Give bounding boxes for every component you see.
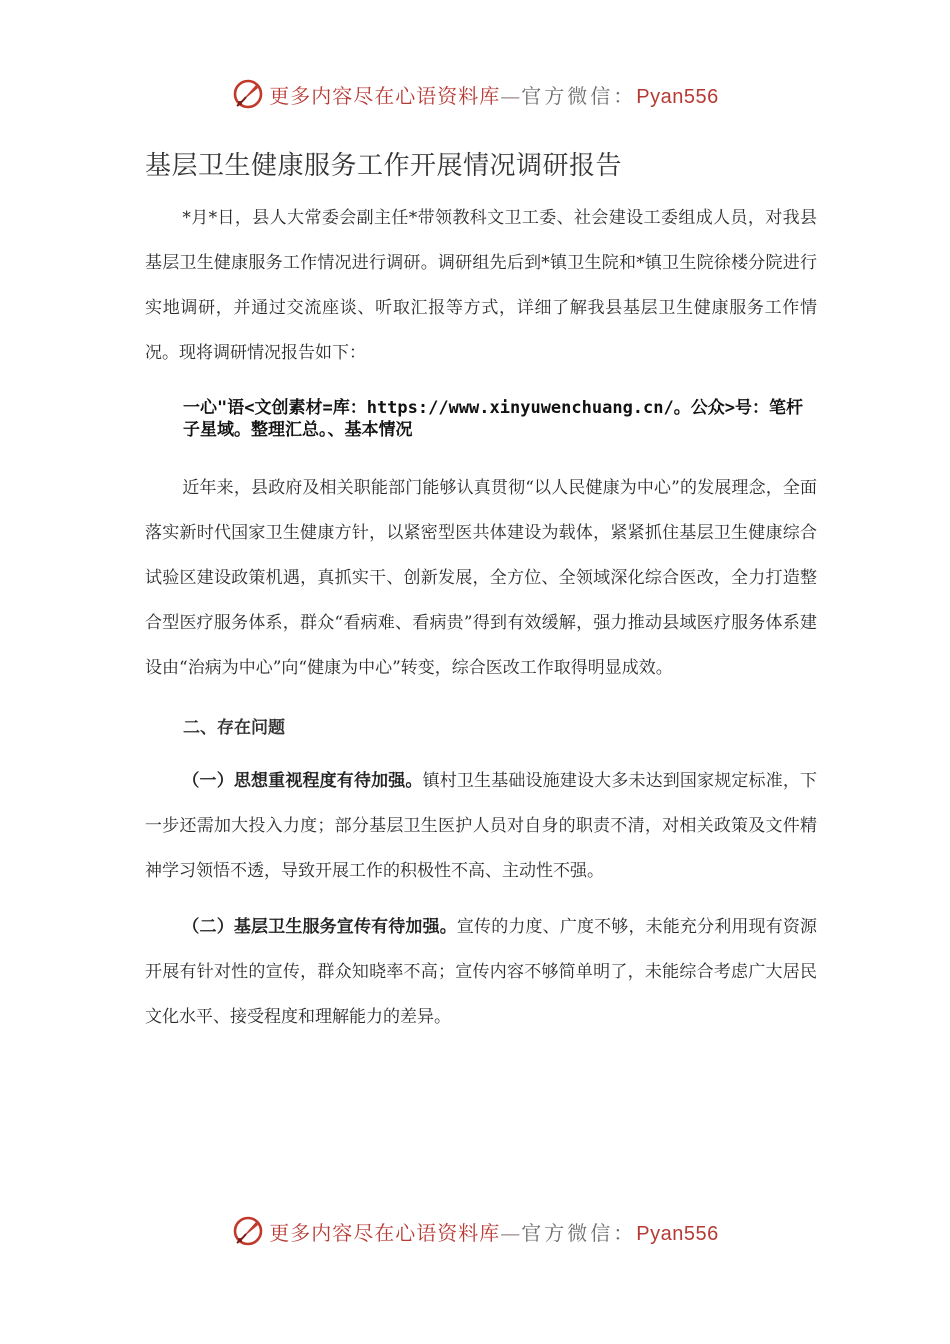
item2-body: 宣传的力度、广度不够，未能充分利用现有资源开展有针对性的宣传，群众知晓率不高；宣传内容不够简单明了，未能综合考虑广大居民文化水平、接受程度和理解能力的差异。 bbox=[145, 917, 818, 1027]
document-title: 基层卫生健康服务工作开展情况调研报告 bbox=[145, 151, 623, 181]
watermark-site-text: 更多内容尽在心语资料库 bbox=[269, 1220, 501, 1245]
item2-paragraph bbox=[145, 905, 817, 1040]
watermark-dash: — bbox=[500, 1220, 522, 1245]
watermark-account: Pyan556 bbox=[636, 85, 719, 108]
header-watermark bbox=[0, 74, 950, 114]
section1-body: 近年来，县政府及相关职能部门能够认真贯彻“以人民健康为中心”的发展理念，全面落实新时代国家卫生健康方针，以紧密型医共体建设为载体，紧紧抓住基层卫生健康综合试验区建设政策机遇，真抓实干、创新发展，全方位、全领域深化综合医改，全力打造整合型医疗服务体系，群众“看病难、看病贵”得到有效缓解，强力推动县域医疗服务体系建设由“治病为中心”向“健康为中心”转变，综合医改工作取得明显成效。 bbox=[145, 478, 817, 678]
watermark-site-text: 更多内容尽在心语资料库 bbox=[269, 83, 501, 108]
quill-logo-icon bbox=[231, 77, 265, 111]
intro-paragraph: *月*日，县人大常委会副主任*带领教科文卫工委、社会建设工委组成人员，对我县基层卫生健康服务工作情况进行调研。调研组先后到*镇卫生院和*镇卫生院徐楼分院进行实地调研，并通过交流座谈、听取汇报等方式，详细了解我县基层卫生健康服务工作情况。现将调研情况报告如下： bbox=[145, 208, 817, 363]
item1-body: 镇村卫生基础设施建设大多未达到国家规定标准，下一步还需加大投入力度；部分基层卫生医护人员对自身的职责不清，对相关政策及文件精神学习领悟不透，导致开展工作的积极性不高、主动性不强。 bbox=[145, 771, 818, 881]
item2-lead: （二）基层卫生服务宣传有待加强。 bbox=[182, 917, 457, 937]
watermark-account: Pyan556 bbox=[636, 1222, 719, 1245]
quill-logo-icon bbox=[231, 1214, 265, 1248]
watermark-wechat-label: 官方微信： bbox=[521, 83, 637, 108]
item1-paragraph bbox=[145, 759, 817, 894]
item1-lead: （一）思想重视程度有待加强。 bbox=[182, 771, 423, 791]
watermark-wechat-label: 官方微信： bbox=[521, 1220, 637, 1245]
watermark-text bbox=[269, 80, 718, 109]
section1-heading: 一心"语<文创素材=库：https://www.xinyuwenchuang.cn/。公众>号：笔杆子星域。整理汇总。、基本情况 bbox=[183, 398, 803, 440]
section2-heading: 二、存在问题 bbox=[183, 718, 285, 738]
watermark-text bbox=[269, 1217, 718, 1246]
footer-watermark bbox=[0, 1211, 950, 1251]
watermark-dash: — bbox=[500, 83, 522, 108]
